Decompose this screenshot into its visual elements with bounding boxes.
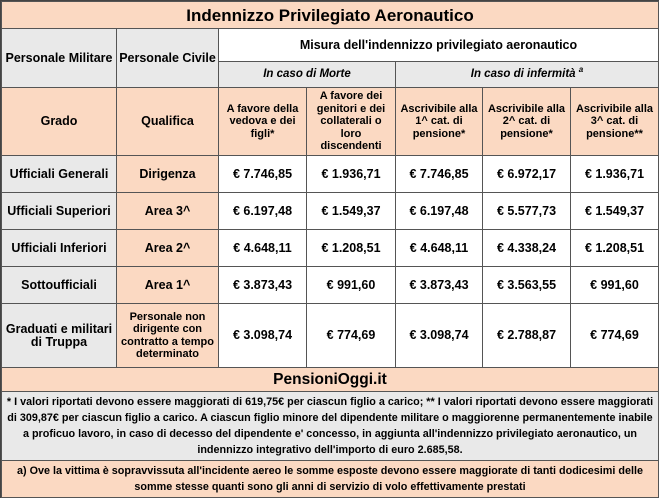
footnote-a: a) Ove la vittima è sopravvissuta all'incidente aereo le somme esposte devono essere maggiorate di tanti dodicesimi delle somme stesse quanti sono gli anni di servizio di volo effettivamente prestati: [2, 461, 659, 498]
header-col-cat2: Ascrivibile alla 2^ cat. di pensione*: [483, 88, 571, 156]
footnote-main: * I valori riportati devono essere maggiorati di 619,75€ per ciascun figlio a carico; ** I valori riportati devono essere maggiorati di 309,87€ per ciascun figlio a carico. A ciascun figlio minore del dipendente militare o maggiorenne permanentemente inabile a proficuo lavoro, in caso di decesso del dipendente e' concesso, in aggiunta all'indennizzo privilegiato aeronautico, un indennizzo integrativo dell'importo di euro 2.685,58.: [2, 392, 659, 461]
cell-vedova: € 4.648,11: [219, 230, 307, 267]
cell-cat2: € 4.338,24: [483, 230, 571, 267]
cell-cat1: € 7.746,85: [396, 156, 483, 193]
cell-vedova: € 7.746,85: [219, 156, 307, 193]
table-title: Indennizzo Privilegiato Aeronautico: [2, 2, 659, 29]
header-morte: In caso di Morte: [219, 62, 396, 88]
cell-vedova: € 6.197,48: [219, 193, 307, 230]
cell-qualifica: Area 1^: [117, 267, 219, 304]
cell-vedova: € 3.098,74: [219, 304, 307, 368]
cell-cat1: € 4.648,11: [396, 230, 483, 267]
cell-cat1: € 3.098,74: [396, 304, 483, 368]
cell-grado: Ufficiali Inferiori: [2, 230, 117, 267]
indennizzo-table: [1, 1, 659, 498]
cell-cat1: € 3.873,43: [396, 267, 483, 304]
cell-genitori: € 1.549,37: [307, 193, 396, 230]
cell-grado: Graduati e militari di Truppa: [2, 304, 117, 368]
cell-cat3: € 1.936,71: [571, 156, 659, 193]
table-row: [2, 267, 659, 304]
table-row: [2, 156, 659, 193]
cell-cat3: € 1.549,37: [571, 193, 659, 230]
table-row: [2, 230, 659, 267]
table-row: [2, 304, 659, 368]
cell-genitori: € 1.208,51: [307, 230, 396, 267]
cell-grado: Ufficiali Generali: [2, 156, 117, 193]
cell-qualifica: Area 3^: [117, 193, 219, 230]
cell-genitori: € 774,69: [307, 304, 396, 368]
table-row: [2, 193, 659, 230]
header-infermita: [396, 62, 659, 88]
cell-cat2: € 2.788,87: [483, 304, 571, 368]
cell-qualifica: Dirigenza: [117, 156, 219, 193]
cell-cat1: € 6.197,48: [396, 193, 483, 230]
header-infermita-sup: a: [578, 65, 584, 75]
header-personale-civile: Personale Civile: [117, 29, 219, 88]
cell-grado: Ufficiali Superiori: [2, 193, 117, 230]
cell-cat2: € 5.577,73: [483, 193, 571, 230]
cell-genitori: € 991,60: [307, 267, 396, 304]
header-infermita-label: In caso di infermità: [470, 68, 576, 80]
header-personale-militare: Personale Militare: [2, 29, 117, 88]
cell-cat3: € 1.208,51: [571, 230, 659, 267]
header-col-genitori: A favore dei genitori e dei collaterali o loro discendenti: [307, 88, 396, 156]
header-grado: Grado: [2, 88, 117, 156]
header-col-cat1: Ascrivibile alla 1^ cat. di pensione*: [396, 88, 483, 156]
cell-qualifica: Personale non dirigente con contratto a tempo determinato: [117, 304, 219, 368]
cell-cat2: € 6.972,17: [483, 156, 571, 193]
cell-cat2: € 3.563,55: [483, 267, 571, 304]
header-col-cat3: Ascrivibile alla 3^ cat. di pensione**: [571, 88, 659, 156]
cell-vedova: € 3.873,43: [219, 267, 307, 304]
cell-cat3: € 991,60: [571, 267, 659, 304]
cell-grado: Sottoufficiali: [2, 267, 117, 304]
header-misura: Misura dell'indennizzo privilegiato aeronautico: [219, 29, 659, 62]
cell-cat3: € 774,69: [571, 304, 659, 368]
cell-qualifica: Area 2^: [117, 230, 219, 267]
header-qualifica: Qualifica: [117, 88, 219, 156]
brand-label: PensioniOggi.it: [2, 368, 659, 392]
header-col-vedova: A favore della vedova e dei figli*: [219, 88, 307, 156]
cell-genitori: € 1.936,71: [307, 156, 396, 193]
